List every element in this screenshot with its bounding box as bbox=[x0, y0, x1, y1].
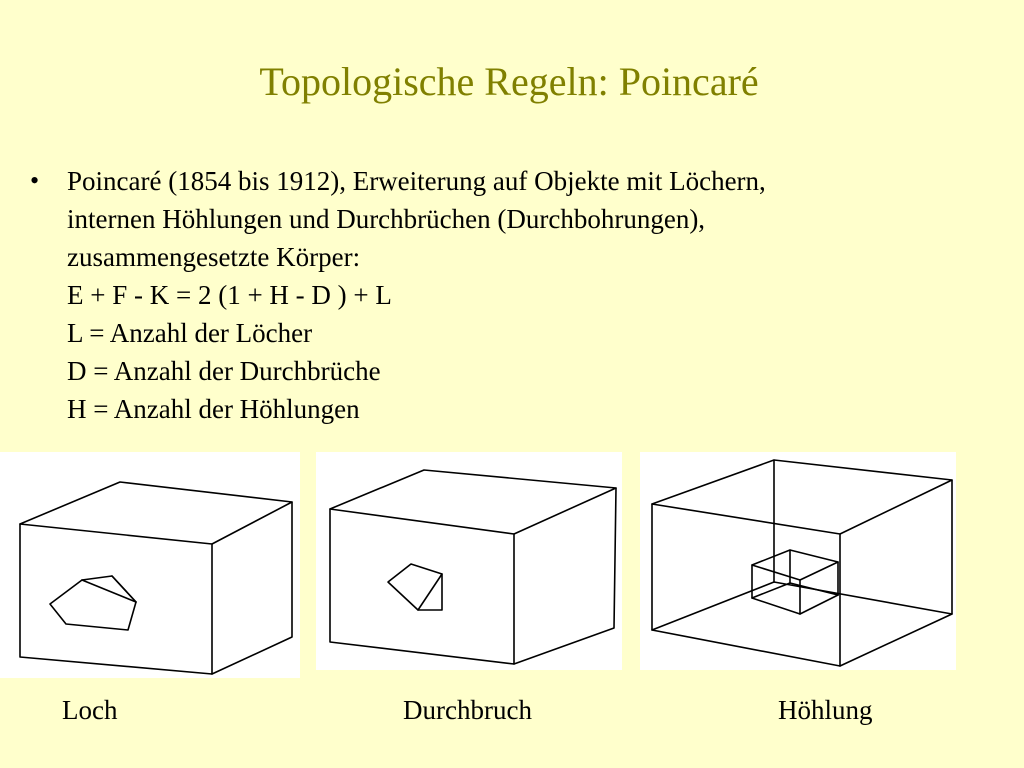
box-with-cavity-drawing bbox=[640, 452, 956, 670]
text-line-1: Poincaré (1854 bis 1912), Erweiterung auf Objekte mit Löchern, bbox=[67, 166, 766, 196]
figure-loch bbox=[0, 452, 300, 678]
formula-line: E + F - K = 2 (1 + H - D ) + L bbox=[67, 280, 392, 310]
figure-durchbruch bbox=[316, 452, 622, 670]
bullet-text bbox=[67, 162, 987, 428]
caption-hoehlung: Höhlung bbox=[778, 695, 873, 725]
bullet-marker: • bbox=[30, 166, 40, 195]
text-line-2: internen Höhlungen und Durchbrüchen (Durchbohrungen), bbox=[67, 204, 706, 234]
definition-d: D = Anzahl der Durchbrüche bbox=[67, 356, 381, 386]
figure-hoehlung bbox=[640, 452, 956, 670]
box-with-hole-drawing bbox=[0, 452, 300, 678]
slide-title: Topologische Regeln: Poincaré bbox=[259, 59, 759, 104]
caption-loch: Loch bbox=[62, 695, 118, 725]
box-with-through-hole-drawing bbox=[316, 452, 622, 670]
definition-h: H = Anzahl der Höhlungen bbox=[67, 394, 360, 424]
caption-durchbruch: Durchbruch bbox=[403, 695, 532, 725]
definition-l: L = Anzahl der Löcher bbox=[67, 318, 313, 348]
text-line-3: zusammengesetzte Körper: bbox=[67, 242, 361, 272]
